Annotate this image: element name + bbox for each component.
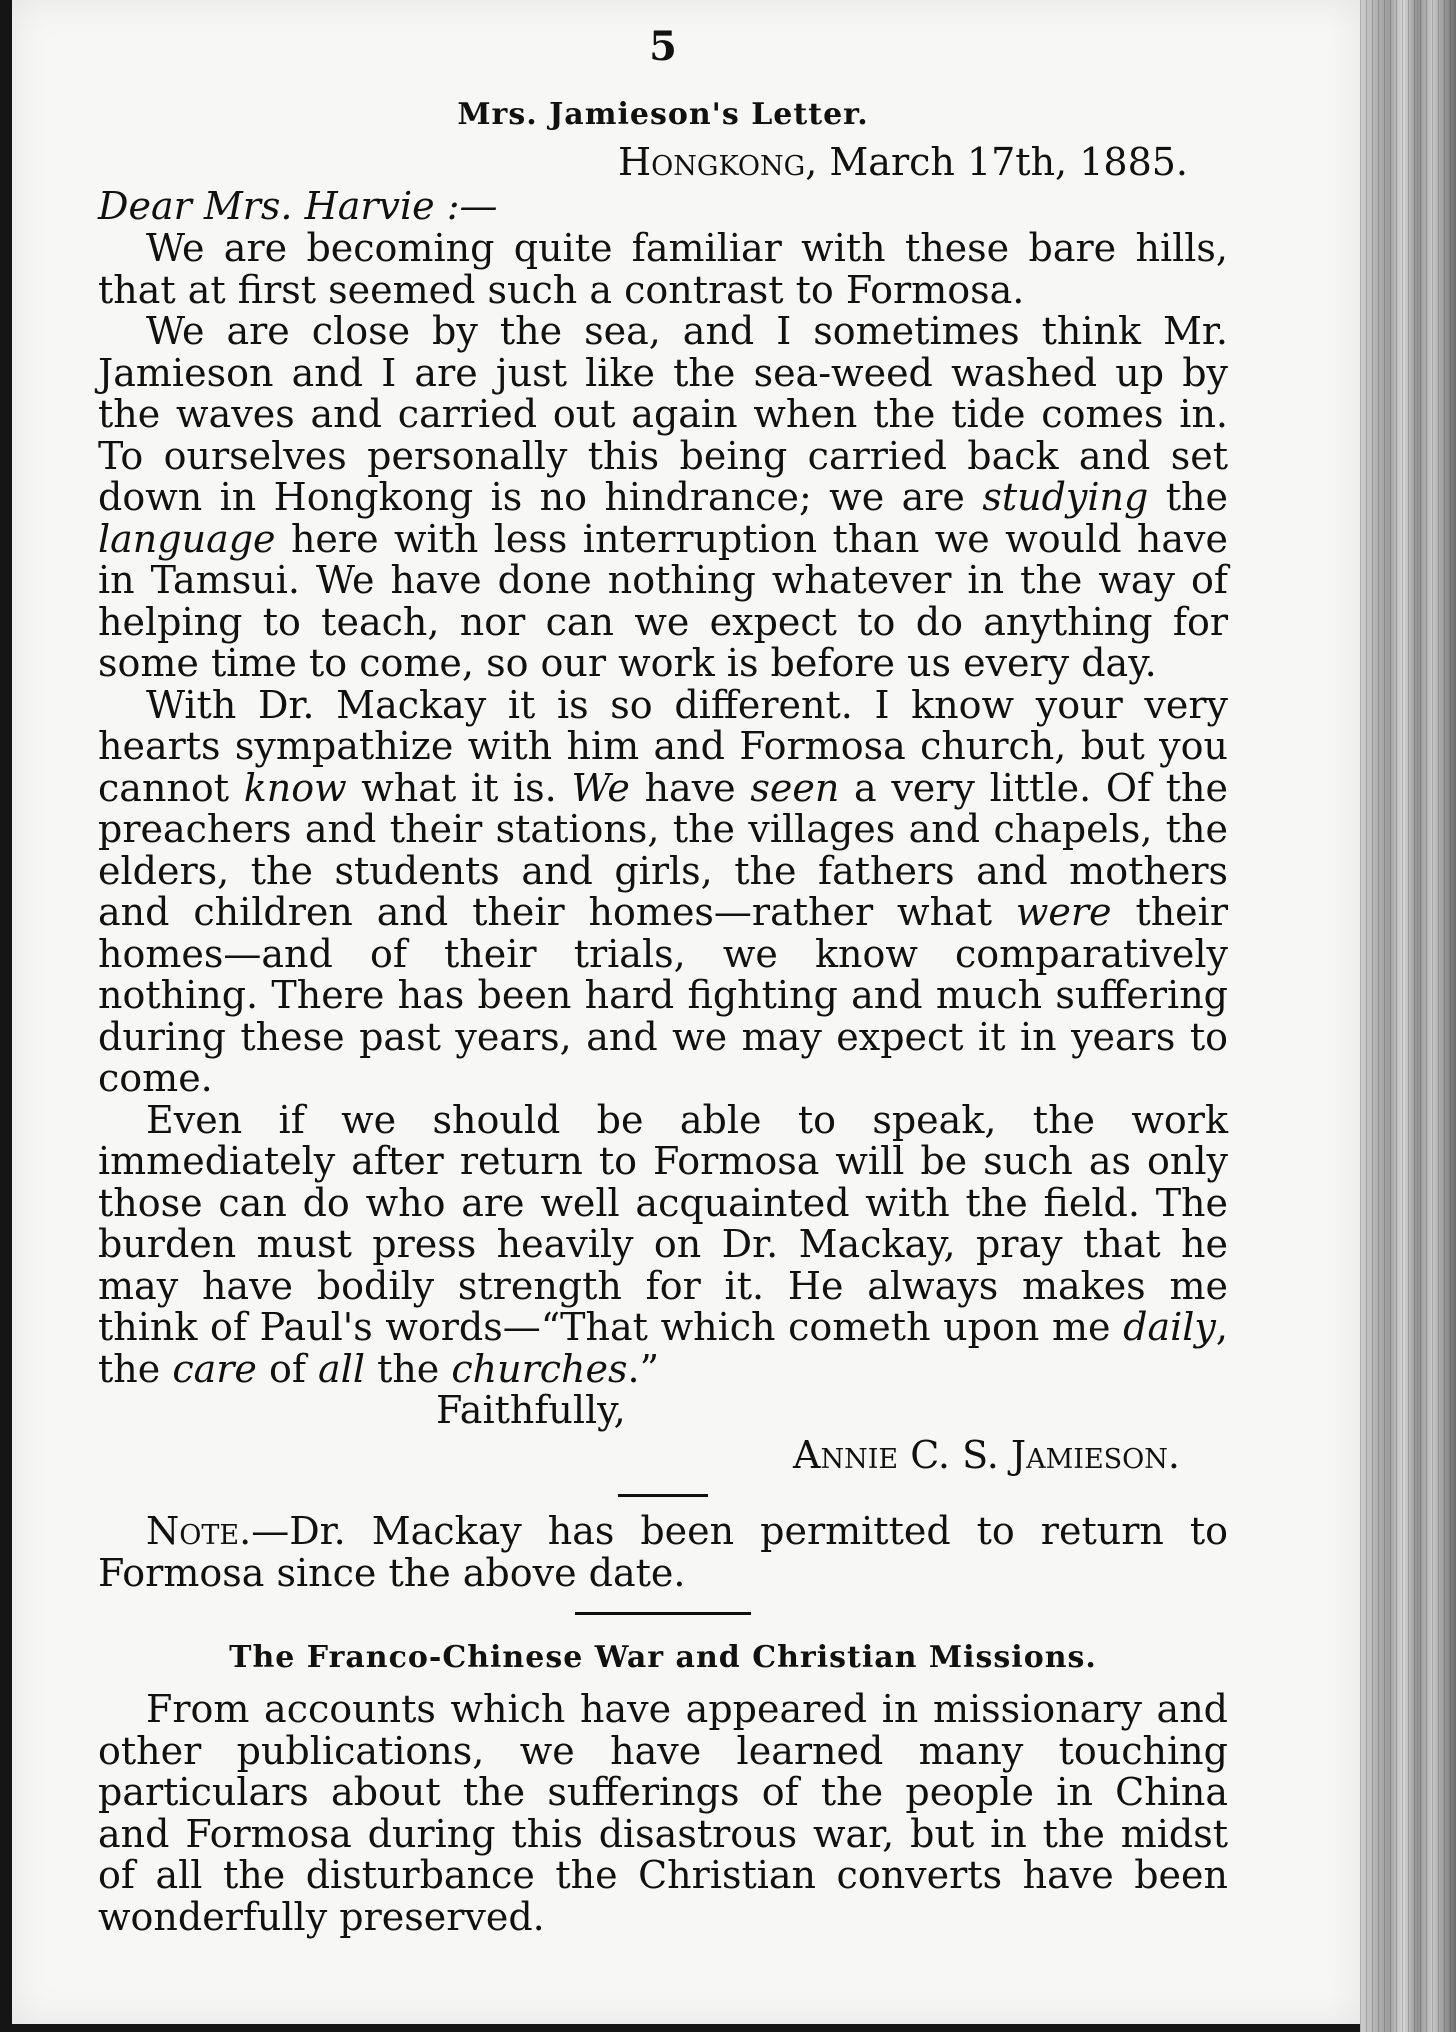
italic-text: churches [451, 1346, 628, 1391]
article-title: The Franco-Chinese War and Christian Missions. [229, 1640, 1097, 1675]
text-run: .” [627, 1346, 660, 1391]
letter-closing: Faithfully, [436, 1388, 626, 1432]
italic-text: were [1015, 890, 1112, 934]
divider-rule [618, 1494, 708, 1497]
italic-text: seen [750, 765, 840, 810]
paragraph [98, 311, 1228, 685]
text-run: Even if we should be able to speak, the work immediately after return to Formosa will be such as only those can do who are well acquainted with the field. The burden must press heavily on Dr. Mackay, pray that he may have bodily strength for it. He always makes me think of Paul's words—“That which cometh upon me [98, 1097, 1228, 1349]
dateline-place: Hongkong [617, 140, 806, 184]
letter-body [98, 228, 1228, 1390]
article-body [98, 1689, 1228, 1938]
paragraph [98, 1097, 1228, 1391]
text-run: their homes—and of their trials, we know comparatively nothing. There has been hard fighting and much suffering during these past years, and we may expect it in years to come. [98, 890, 1228, 1100]
paragraph [98, 228, 1228, 311]
text-run: From accounts which have appeared in missionary and other publications, we have learned many touching particulars about the sufferings of the people in China and Formosa during this disastrous war, but in the midst of all the disturbance the Christian converts have been wonderfully preserved. [98, 1687, 1228, 1939]
page-number: 5 [649, 23, 677, 70]
letter-title: Mrs. Jamieson's Letter. [457, 97, 869, 132]
text-run: We are becoming quite familiar with these bare hills, that at first seemed such a contrast to Formosa. [98, 226, 1228, 312]
italic-text: all [318, 1346, 365, 1391]
italic-text: We [571, 765, 630, 810]
dateline-date: , March 17th, 1885. [805, 140, 1188, 184]
text-run: of [256, 1346, 319, 1391]
paragraph [98, 1689, 1228, 1938]
note-text: —Dr. Mackay has been permitted to return to Formosa since the above date. [98, 1509, 1228, 1595]
italic-text: care [172, 1346, 257, 1391]
text-run: have [629, 765, 751, 810]
paragraph [98, 682, 1228, 1100]
section-divider-rule [575, 1612, 751, 1615]
italic-text: daily [1123, 1305, 1216, 1349]
letter-salutation: Dear Mrs. Harvie :— [98, 184, 498, 228]
text-run: what it is. [346, 765, 572, 810]
note-label: Note. [146, 1509, 252, 1553]
letter-signature: Annie C. S. Jamieson. [793, 1433, 1180, 1477]
text-run: , the [98, 1305, 1228, 1391]
book-page [12, 0, 1360, 2024]
text-run: here with less interruption than we would have in Tamsui. We have done nothing whatever in the way of helping to teach, nor can we expect to do anything for some time to come, so our work is before us every day. [98, 516, 1228, 685]
italic-text: studying [982, 475, 1149, 519]
text-run: the [1148, 475, 1228, 519]
text-run: With Dr. Mackay it is so different. I know your very hearts sympathize with him and Formosa church, but you cannot [98, 682, 1228, 810]
italic-text: language [98, 516, 276, 561]
italic-text: know [243, 765, 347, 810]
text-run: a very little. Of the preachers and their stations, the villages and chapels, the elders, the students and girls, the fathers and mothers and children and their homes—rather what [98, 765, 1228, 934]
editor-note [98, 1511, 1228, 1594]
text-run: the [364, 1346, 452, 1391]
page-edges [1360, 0, 1456, 2032]
page-content [98, 22, 1228, 1938]
letter-dateline [98, 138, 1228, 186]
text-run: We are close by the sea, and I sometimes think Mr. Jamieson and I are just like the sea-weed washed up by the waves and carried out again when the tide comes in. To ourselves personally this being carried back and set down in Hongkong is no hindrance; we are [98, 309, 1228, 519]
